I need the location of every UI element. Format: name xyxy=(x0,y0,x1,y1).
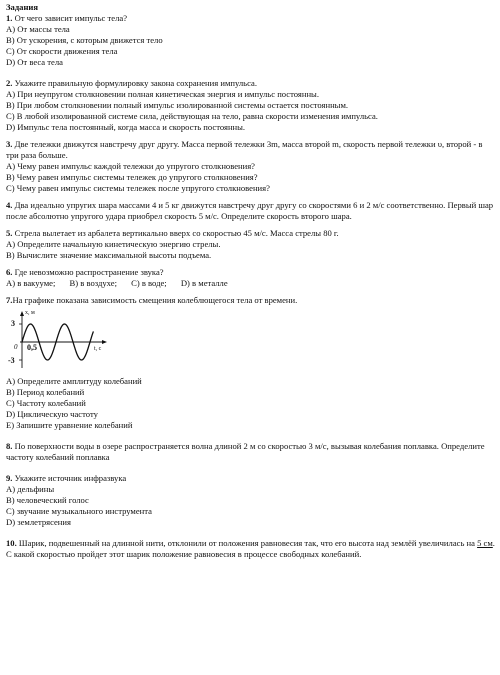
question-number: 9. xyxy=(6,473,13,483)
answer-option: А) От массы тела xyxy=(6,24,70,34)
answer-option: D) От веса тела xyxy=(6,57,63,67)
answer-option: С) В любой изолированной системе сила, действующая на тело, равна скорости изменения импульса. xyxy=(6,111,378,121)
question-number: 5. xyxy=(6,228,13,238)
question-9 xyxy=(6,473,496,528)
answer-option: Е) Запишите уравнение колебаний xyxy=(6,420,133,430)
worksheet-heading: Задания xyxy=(6,2,39,12)
answer-option: В) От ускорения, с которым движется тело xyxy=(6,35,163,45)
oscillation-graph xyxy=(8,310,108,372)
answer-option: С) Частоту колебаний xyxy=(6,398,86,408)
answer-option: С) в воде; xyxy=(131,278,167,288)
worksheet xyxy=(6,2,496,560)
question-text: Укажите правильную формулировку закона сохранения импульса. xyxy=(14,78,257,88)
answer-option: С) От скорости движения тела xyxy=(6,46,118,56)
x-axis-arrow xyxy=(102,340,107,344)
tick-label-bottom: -3 xyxy=(8,356,15,365)
tick-label-x: 0,5 xyxy=(27,343,37,352)
question-text-underlined: 5 см xyxy=(477,538,493,548)
answer-option: D) в металле xyxy=(180,278,228,288)
question-1 xyxy=(6,13,496,68)
question-8 xyxy=(6,441,496,463)
tick-label-origin: 0 xyxy=(14,343,18,351)
question-number: 4. xyxy=(6,200,13,210)
question-7 xyxy=(6,295,496,431)
question-number: 8. xyxy=(6,441,13,451)
answer-option: А) Определите амплитуду колебаний xyxy=(6,376,142,386)
answer-option: В) При любом столкновении полный импульс изолированной системы остается постоянным. xyxy=(6,100,349,110)
answer-option: А) Определите начальную кинетическую энергию стрелы. xyxy=(6,239,221,249)
question-5 xyxy=(6,228,496,261)
question-text: Где невозможно распространение звука? xyxy=(14,267,164,277)
question-3 xyxy=(6,139,496,194)
answer-option: А) Чему равен импульс каждой тележки до упругого столкновения? xyxy=(6,161,255,171)
question-6 xyxy=(6,267,496,289)
question-number: 1. xyxy=(6,13,13,23)
answer-option: С) звучание музыкального инструмента xyxy=(6,506,152,516)
question-text: Укажите источник инфразвука xyxy=(14,473,127,483)
answer-option: D) Импульс тела постоянный, когда масса и скорость постоянны. xyxy=(6,122,246,132)
question-number: 6. xyxy=(6,267,13,277)
answer-option: А) дельфины xyxy=(6,484,55,494)
y-axis-arrow xyxy=(20,311,24,316)
x-axis-label: t, с xyxy=(94,346,102,352)
answer-option: D) Циклическую частоту xyxy=(6,409,98,419)
question-10 xyxy=(6,538,496,560)
answer-option: А) в вакууме; xyxy=(6,278,56,288)
answer-option: В) в воздухе; xyxy=(69,278,117,288)
oscillation-graph-svg xyxy=(8,310,108,372)
question-number: 3. xyxy=(6,139,13,149)
question-2 xyxy=(6,78,496,133)
question-number: 10. xyxy=(6,538,17,548)
answer-option: D) землетрясения xyxy=(6,517,71,527)
answer-option: В) Чему равен импульс системы тележек до упругого столкновения? xyxy=(6,172,258,182)
question-text: По поверхности воды в озере распространяется волна длиной 2 м со скоростью 3 м/с, вызывая колебания поплавка. Определите частоту колебаний поплавка xyxy=(6,441,485,462)
answer-option: В) человеческий голос xyxy=(6,495,89,505)
answer-row xyxy=(6,278,496,289)
answer-option: В) Вычислите значение максимальной высоты подъема. xyxy=(6,250,212,260)
question-4 xyxy=(6,200,496,222)
question-number: 2. xyxy=(6,78,13,88)
question-text-continued: . С какой скоростью пройдет этот шарик положение равновесия в процессе свободных колебаний. xyxy=(6,538,495,559)
question-text: Два идеально упругих шара массами 4 и 5 кг движутся навстречу друг другу со скоростями 6 и 2 м/с соответственно. Первый шар после абсолютно упругого удара приобрел скорость 5 м/с. Определите скорость второго шара. xyxy=(6,200,494,221)
question-number: 7. xyxy=(6,295,13,305)
question-text: На графике показана зависимость смещения колеблющегося тела от времени. xyxy=(12,295,298,305)
question-text: Шарик, подвешенный на длинной нити, отклонили от положения равновесия так, что его высота над землёй увеличилась на xyxy=(18,538,478,548)
answer-option: С) Чему равен импульс системы тележек после упругого столкновения? xyxy=(6,183,270,193)
question-text: Две тележки движутся навстречу друг другу. Масса первой тележки 3m, масса второй m, скорость первой тележки υ, второй - в три раза больше. xyxy=(6,139,483,160)
answer-option: А) При неупругом столкновении полная кинетическая энергия и импульс постоянны. xyxy=(6,89,319,99)
y-axis-label: x, м xyxy=(25,310,35,316)
tick-label-top: 3 xyxy=(11,319,15,328)
answer-option: В) Период колебаний xyxy=(6,387,85,397)
question-text: От чего зависит импульс тела? xyxy=(14,13,128,23)
question-text: Стрела вылетает из арбалета вертикально вверх со скоростью 45 м/с. Масса стрелы 80 г. xyxy=(14,228,339,238)
